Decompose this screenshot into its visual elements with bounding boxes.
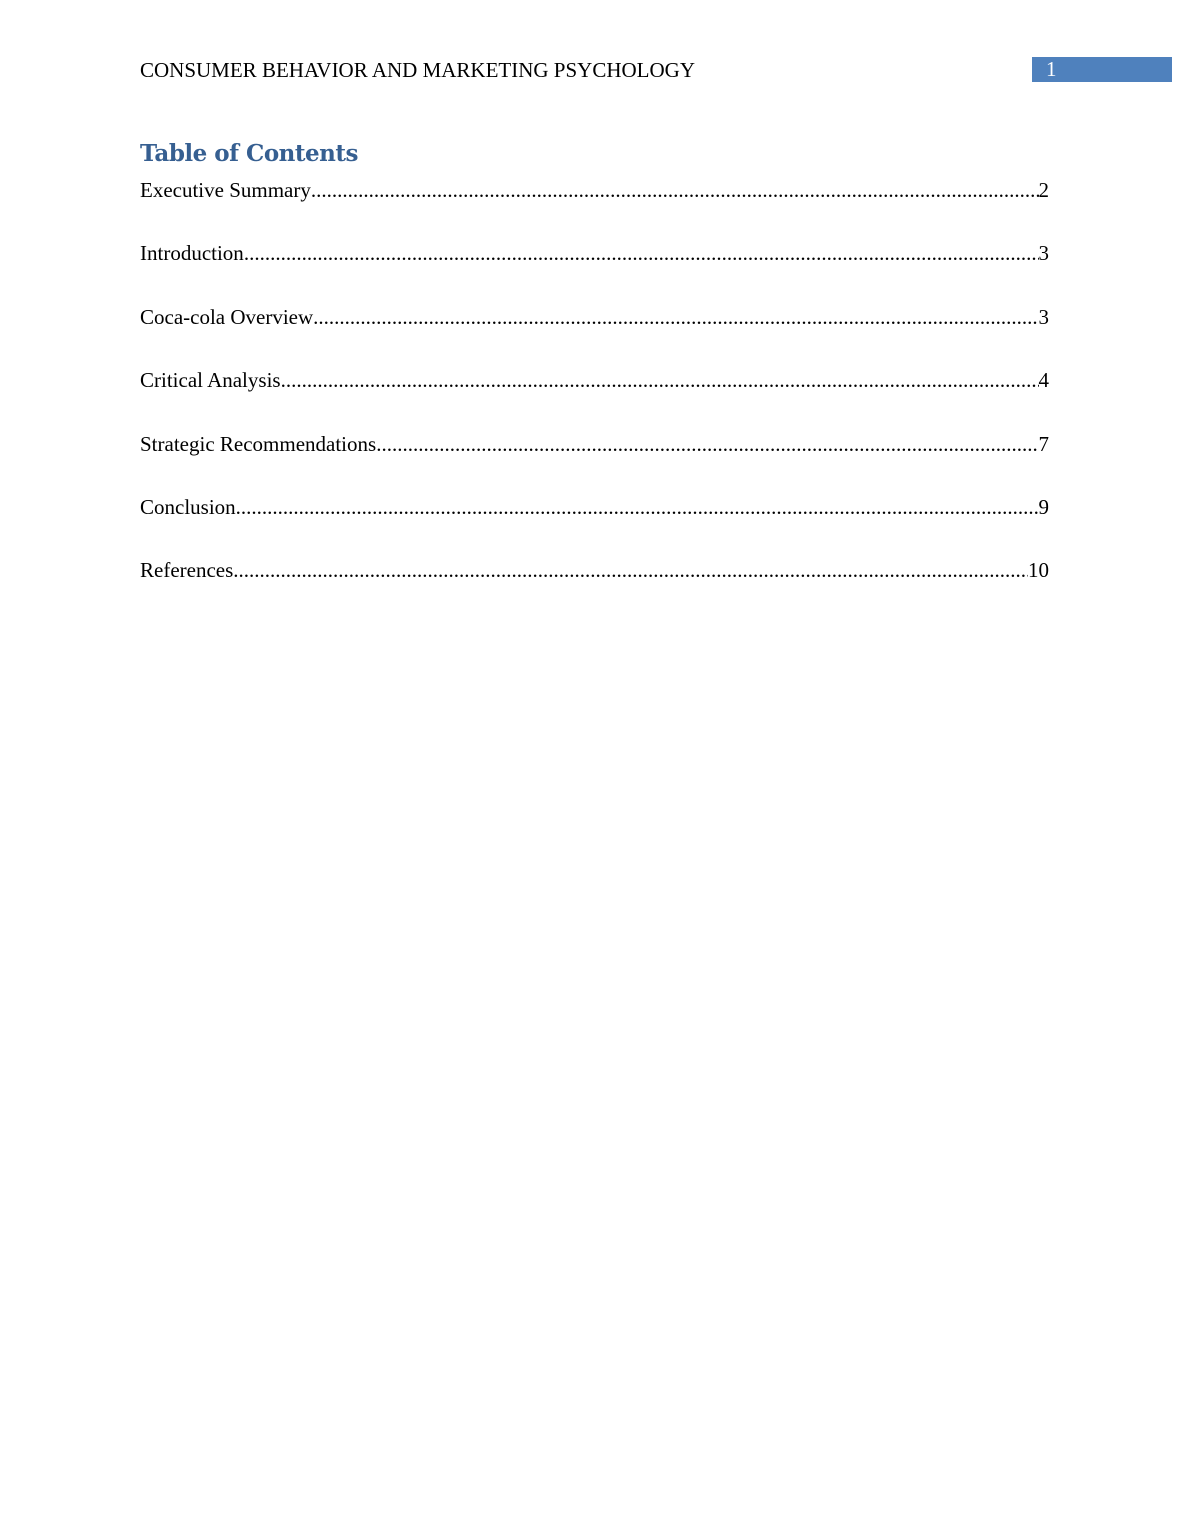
dot-leader (311, 177, 1039, 240)
toc-entry-page: 2 (1038, 178, 1049, 202)
dot-leader (236, 494, 1039, 557)
dot-leader (376, 431, 1038, 494)
toc-entry-label[interactable]: Coca-cola Overview (140, 304, 314, 329)
running-header: CONSUMER BEHAVIOR AND MARKETING PSYCHOLOGY (140, 58, 695, 82)
toc-title: Table of Contents (140, 140, 358, 167)
table-of-contents (140, 177, 1049, 621)
toc-entry-label[interactable]: Strategic Recommendations (140, 431, 377, 456)
toc-entry-label[interactable]: Conclusion (140, 494, 236, 519)
page-number: 1 (1032, 57, 1172, 82)
toc-entry[interactable] (140, 494, 1049, 557)
toc-entry-page: 4 (1038, 368, 1049, 393)
toc-entry[interactable] (140, 177, 1049, 240)
dot-leader (244, 240, 1039, 303)
toc-entry-label[interactable]: Critical Analysis (140, 368, 281, 393)
dot-leader (313, 304, 1038, 367)
toc-entry-page: 7 (1038, 431, 1049, 456)
toc-entry[interactable] (140, 431, 1049, 494)
toc-entry[interactable] (140, 304, 1049, 367)
toc-entry[interactable] (140, 557, 1049, 620)
toc-entry-label[interactable]: Introduction (140, 241, 244, 266)
toc-entry[interactable] (140, 240, 1049, 303)
dot-leader (233, 557, 1028, 620)
toc-entry-label[interactable]: Executive Summary (140, 178, 311, 202)
toc-entry-page: 9 (1038, 494, 1049, 519)
toc-entry-page: 3 (1038, 304, 1049, 329)
dot-leader (281, 367, 1039, 430)
toc-entry-page: 10 (1028, 558, 1049, 583)
toc-entry[interactable] (140, 367, 1049, 430)
toc-entry-page: 3 (1038, 241, 1049, 266)
toc-entry-label[interactable]: References (140, 558, 234, 583)
